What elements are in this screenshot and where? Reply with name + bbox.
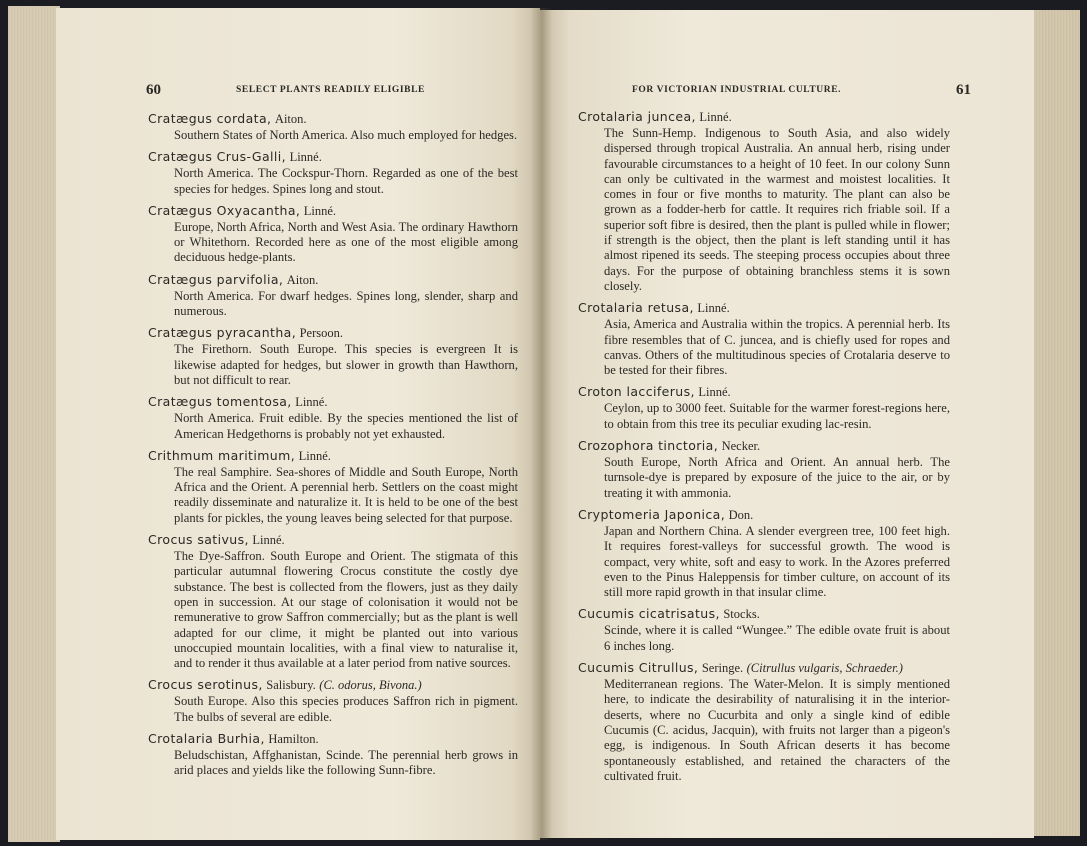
entry-name: Cratægus pyracantha, — [148, 325, 297, 341]
left-running-title: SELECT PLANTS READILY ELIGIBLE — [236, 85, 425, 95]
left-page-number: 60 — [146, 82, 161, 98]
entry-author: Linné. — [303, 203, 337, 218]
entry-text: Asia, America and Australia within the tropics. A perennial herb. Its fibre resembles that of C. juncea, and is chiefly used for ropes and canvas. Others of the multitudinous species of Crotalaria deserve to be tested for their fibres. — [604, 317, 950, 378]
entry-name: Crotalaria Burhia, — [148, 731, 265, 747]
right-running-title: FOR VICTORIAN INDUSTRIAL CULTURE. — [632, 85, 842, 95]
entry-text: The Firethorn. South Europe. This species is evergreen It is likewise adapted for hedges, but slower in growth than Hawthorn, but not difficult to rear. — [174, 342, 518, 387]
entry-text: North America. For dwarf hedges. Spines long, slender, sharp and numerous. — [174, 288, 518, 319]
entry — [148, 531, 518, 671]
entry-name: Cratægus cordata, — [148, 111, 272, 126]
entry — [578, 108, 950, 294]
entry-text: Beludschistan, Affghanistan, Scinde. The perennial herb grows in arid places and yields like the following Sunn-fibre. — [174, 748, 518, 778]
entry-text: South Europe. Also this species produces Saffron rich in pigment. The bulbs of several are edible. — [174, 694, 518, 724]
left-page-header — [146, 84, 526, 100]
right-page-edges — [1030, 10, 1080, 836]
entry-author: Salisbury. — [266, 678, 316, 693]
entry-author: Don. — [728, 507, 754, 522]
entry — [578, 506, 950, 600]
entry-synonym: (C. odorus, Bivona.) — [319, 678, 422, 693]
entry-text: South Europe, North Africa and Orient. An annual herb. The turnsole-dye is prepared by exposure of the juice to the air, or by treating it with ammonia. — [604, 455, 950, 500]
entry-name: Crithmum maritimum, — [148, 447, 296, 463]
entry-name: Cucumis cicatrisatus, — [578, 606, 720, 622]
entry — [148, 447, 518, 526]
entry — [578, 383, 950, 432]
entry-author: Seringe. — [701, 661, 744, 676]
entry-name: Crotalaria retusa, — [578, 300, 694, 316]
entry — [578, 299, 950, 378]
entry-text: Ceylon, up to 3000 feet. Suitable for the warmer forest-regions here, to obtain from this tree its peculiar exuding lac-resin. — [604, 401, 950, 431]
entry-author: Persoon. — [299, 326, 343, 341]
entry-name: Crozophora tinctoria, — [578, 438, 719, 454]
entry-text: Scinde, where it is called “Wungee.” The edible ovate fruit is about 6 inches long. — [604, 623, 950, 653]
entry — [148, 271, 518, 320]
entry-text: North America. The Cockspur-Thorn. Regarded as one of the best species for hedges. Spines long and stout. — [174, 166, 518, 196]
entry-text: Europe, North Africa, North and West Asia. The ordinary Hawthorn or Whitethorn. Recorded here as one of the most eligible among deciduous hedge-plants. — [174, 219, 518, 265]
entry-synonym: (Citrullus vulgaris, Schraeder.) — [746, 661, 903, 676]
entry — [148, 148, 518, 197]
entry-name: Crocus sativus, — [148, 532, 249, 548]
entry — [148, 730, 518, 779]
left-page-edges — [8, 6, 60, 842]
entry-author: Hamilton. — [268, 732, 319, 747]
right-page-header — [606, 84, 976, 100]
entry-text: The Dye-Saffron. South Europe and Orient. The stigmata of this particular autumnal flowering Crocus constitute the costly dye substance. The best is collected from the flowers, just as they daily open in succession. At our stage of colonisation it would not be remunerative to grow Saffron commercially; but as the plant is well adapted for our clime, it might be planted out into various unoccupied mountain localities, with a final view to naturalise it, and to render it thus available at a later period from native sources. — [174, 549, 518, 671]
right-page-number: 61 — [956, 82, 971, 98]
entry-name: Croton lacciferus, — [578, 384, 695, 400]
right-page-text — [578, 108, 950, 789]
entry-text: Japan and Northern China. A slender evergreen tree, 100 feet high. It requires forest-valleys for successful growth. The wood is compact, very white, soft and easy to work. In the Azores preferred even to the Pinus Haleppensis for timber culture, on account of its still more rapid growth in that insular clime. — [604, 523, 950, 600]
entry-author: Necker. — [721, 439, 761, 454]
entry — [578, 659, 950, 784]
entry — [148, 393, 518, 442]
entry-name: Cryptomeria Japonica, — [578, 506, 726, 522]
entry-author: Linné. — [295, 395, 328, 410]
entry-author: Stocks. — [723, 607, 760, 622]
entry-name: Crocus serotinus, — [148, 677, 263, 693]
entry-author: Aiton. — [274, 112, 307, 126]
entry-name: Crotalaria juncea, — [578, 109, 696, 124]
entry-author: Linné. — [698, 385, 731, 400]
entry-text: The real Samphire. Sea-shores of Middle and South Europe, North Africa and the Orient. A perennial herb. Settlers on the coast might readily disseminate and naturalize it. It is held to be one of the best plants for pickles, the young leaves being selected for that purpose. — [174, 464, 518, 525]
entry-name: Cucumis Citrullus, — [578, 660, 699, 676]
left-page-text — [148, 110, 518, 784]
entry-name: Cratægus parvifolia, — [148, 271, 284, 287]
entry — [148, 110, 518, 143]
entry-name: Cratægus tomentosa, — [148, 394, 292, 410]
entry-name: Cratægus Crus-Galli, — [148, 149, 287, 165]
entry — [148, 324, 518, 388]
entry-author: Aiton. — [286, 272, 319, 287]
entry-author: Linné. — [697, 301, 730, 316]
entry-text: The Sunn-Hemp. Indigenous to South Asia, and also widely dispersed through tropical Australia. An annual herb, rising under favourable circumstances to a height of 10 feet. In our colony Sunn can only be cultivated in the warmest and moistest localities. It comes in four or five months to maturity. The plant can also be grown as a fodder-herb for cattle. It requires rich friable soil. If a superior soft fibre is desired, then the plant is pulled while in flower; if strength is the object, then the plant is left standing until it has almost ripened its seeds. The steeping process occupies about three days. For the purpose of obtaining branchless stems it is sown closely. — [604, 126, 950, 293]
entry-author: Linné. — [699, 110, 732, 124]
entry-author: Linné. — [252, 533, 285, 548]
entry — [148, 676, 518, 725]
entry — [578, 605, 950, 654]
entry — [148, 202, 518, 266]
entry-text: Southern States of North America. Also much employed for hedges. — [174, 128, 518, 142]
entry — [578, 437, 950, 501]
entry-text: Mediterranean regions. The Water-Melon. It is simply mentioned here, to indicate the desirability of naturalising it in the interior-deserts, where no Cucurbita and only a single kind of edible Cucumis (C. acidus, Jacquin), with fruits not larger than a pigeon's egg, is indigenous. In South African deserts it has become spontaneously established, and retained the characters of the cultivated fruit. — [604, 677, 950, 783]
entry-name: Cratægus Oxyacantha, — [148, 202, 301, 218]
book-gutter — [530, 8, 552, 840]
entry-author: Linné. — [289, 150, 322, 165]
entry-text: North America. Fruit edible. By the species mentioned the list of American Hedgethorns is probably not yet exhausted. — [174, 411, 518, 441]
entry-author: Linné. — [298, 448, 331, 463]
